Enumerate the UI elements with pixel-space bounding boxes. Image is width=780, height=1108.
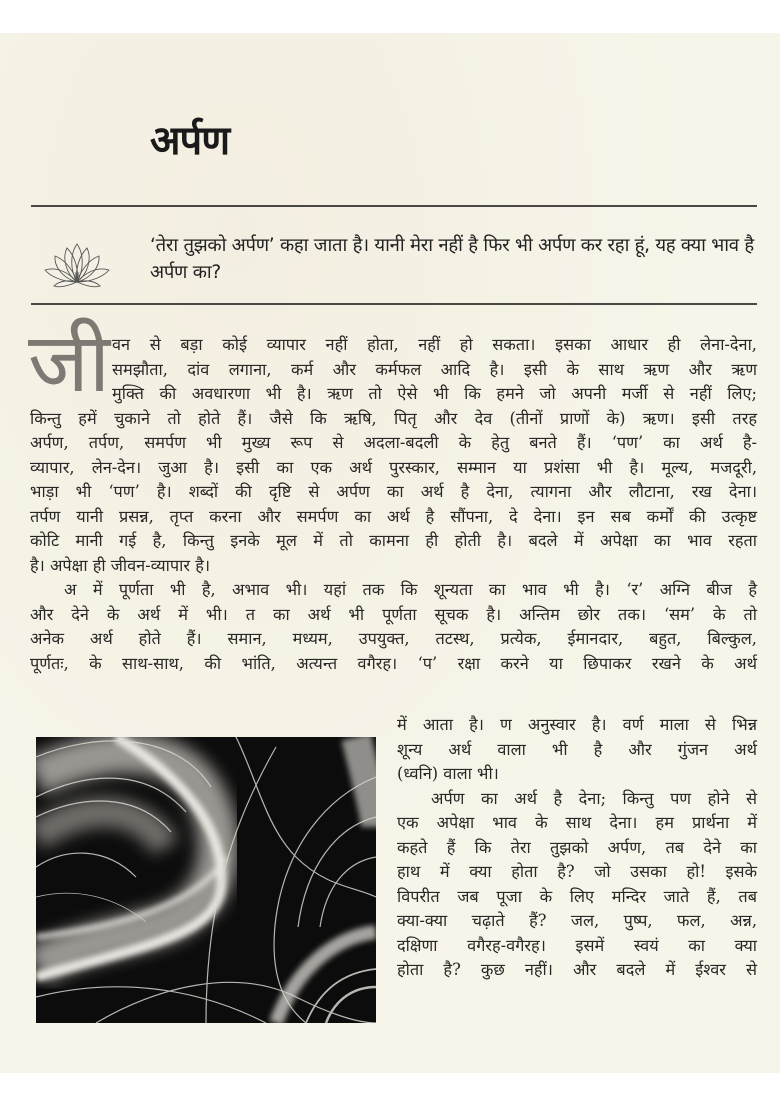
text-line: (ध्वनि) वाला भी। <box>397 764 499 783</box>
page-title: अर्पण <box>150 118 230 164</box>
text-line: विपरीत जब पूजा के लिए मन्दिर जाते हैं, तब <box>397 886 757 906</box>
text-line: शून्य अर्थ वाला भी है और गुंजन अर्थ <box>397 739 757 759</box>
text-line: वन से बड़ा कोई व्यापार नहीं होता, नहीं हो सकता। इसका आधार ही लेना-देना, <box>112 335 757 354</box>
text-line: है। अपेक्षा ही जीवन-व्यापार है। <box>30 555 211 575</box>
text-line: क्या-क्या चढ़ाते हैं? जल, पुष्प, फल, अन्न, <box>397 911 757 930</box>
text-line: अनेक अर्थ होते हैं। समान, मध्यम, उपयुक्त, तटस्थ, प्रत्येक, ईमानदार, बहुत, बिल्कुल, <box>30 629 757 648</box>
text-line: में आता है। ण अनुस्वार है। वर्ण माला से भिन्न <box>397 715 757 734</box>
text-line: तर्पण यानी प्रसन्न, तृप्त करना और समर्पण का अर्थ है सौंपना, दे देना। इन सब कर्मों की उत्कृष्ट <box>30 506 757 526</box>
swirl-artwork <box>36 737 376 1023</box>
paragraph-1 <box>30 333 757 676</box>
text-line: किन्तु हमें चुकाने तो होते हैं। जैसे कि ऋषि, पितृ और देव (तीनों प्राणों के) ऋण। इसी तरह <box>30 408 757 428</box>
lotus-icon <box>42 240 112 290</box>
text-line: अ में पूर्णता भी है, अभाव भी। यहां तक कि शून्यता का भाव भी है। ‘र’ अग्नि बीज है <box>64 580 757 599</box>
text-line: पूर्णतः, के साथ-साथ, की भांति, अत्यन्त वगैरह। ‘प’ रक्षा करने या छिपाकर रखने के अर्थ <box>30 653 757 673</box>
text-line: हाथ में क्या होता है? जो उसका हो! इसके <box>397 862 757 881</box>
page <box>0 33 780 1073</box>
divider-bottom <box>31 303 757 305</box>
text-line: अर्पण का अर्थ है देना; किन्तु पण होने से <box>431 788 757 808</box>
text-line: मुक्ति की अवधारणा भी है। ऋण तो ऐसे भी कि हमने जो अपनी मर्जी से नहीं लिए; <box>112 384 757 403</box>
text-line: होता है? कुछ नहीं। और बदले में ईश्वर से <box>397 960 757 979</box>
text-line: कहते हैं कि तेरा तुझको अर्पण, तब देने का <box>397 837 757 857</box>
lead-question: ‘तेरा तुझको अर्पण’ कहा जाता है। यानी मेरा नहीं है फिर भी अर्पण कर रहा हूं, यह क्या भाव है अर्पण का? <box>150 235 754 283</box>
text-line: कोटि मानी गई है, किन्तु इनके मूल में तो कामना ही होती है। बदले में अपेक्षा का भाव रहता <box>30 531 757 550</box>
text-line: एक अपेक्षा भाव के साथ देना। हम प्रार्थना में <box>397 813 757 832</box>
text-line: समझौता, दांव लगाना, कर्म और कर्मफल आदि है। इसी के साथ ऋण और ऋण <box>112 359 757 379</box>
abstract-swirl-image <box>36 737 376 1023</box>
divider-top <box>31 205 757 207</box>
text-line: व्यापार, लेन-देन। जुआ है। इसी का एक अर्थ पुरस्कार, सम्मान या प्रशंसा भी है। मूल्य, मजदूरी, <box>30 457 757 477</box>
text-line: दक्षिणा वगैरह-वगैरह। इसमें स्वयं का क्या <box>397 935 757 955</box>
drop-cap: जी <box>28 316 111 411</box>
text-line: अर्पण, तर्पण, समर्पण भी मुख्य रूप से अदला-बदली के हेतु बनते हैं। ‘पण’ का अर्थ है- <box>30 433 757 452</box>
right-column-text <box>397 713 757 983</box>
text-line: भाड़ा भी ‘पण’ है। शब्दों की दृष्टि से अर्पण का अर्थ है देना, त्यागना और लौटाना, रख देना। <box>30 482 757 501</box>
text-line: और देने के अर्थ में भी। त का अर्थ भी पूर्णता सूचक है। अन्तिम छोर तक। ‘सम’ के तो <box>30 604 757 624</box>
